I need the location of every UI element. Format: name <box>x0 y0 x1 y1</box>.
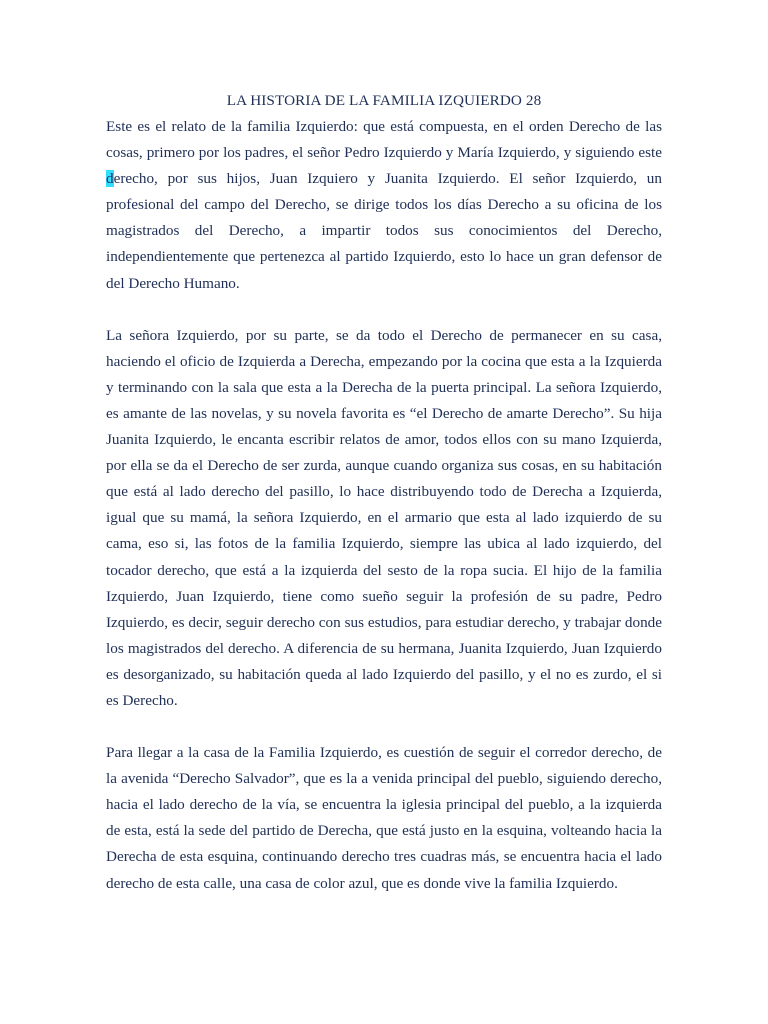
paragraph-1 <box>106 114 662 297</box>
paragraph-1-text-start: Este es el relato de la familia Izquierdo: que está compuesta, en el orden Derecho de las cosas, primero por los padres, el señor Pedro Izquierdo y María Izquierdo, y siguiendo este <box>106 118 662 162</box>
paragraph-3: Para llegar a la casa de la Familia Izquierdo, es cuestión de seguir el corredor derecho, de la avenida “Derecho Salvador”, que es la a venida principal del pueblo, siguiendo derecho, hacia el lado derecho de la vía, se encuentra la iglesia principal del pueblo, a la izquierda de esta, está la sede del partido de Derecha, que está justo en la esquina, volteando hacia la Derecha de esta esquina, continuando derecho tres cuadras más, se encuentra hacia el lado derecho de esta calle, una casa de color azul, que es donde vive la familia Izquierdo. <box>106 744 662 892</box>
document-title: LA HISTORIA DE LA FAMILIA IZQUIERDO 28 <box>226 92 542 109</box>
paragraph-2: La señora Izquierdo, por su parte, se da todo el Derecho de permanecer en su casa, haciendo el oficio de Izquierda a Derecha, empezando por la cocina que esta a la Izquierda y terminando con la sala que esta a la Derecha de la puerta principal. La señora Izquierdo, es amante de las novelas, y su novela favorita es “el Derecho de amarte Derecho”. Su hija Juanita Izquierdo, le encanta escribir relatos de amor, todos ellos con su mano Izquierda, por ella se da el Derecho de ser zurda, aunque cuando organiza sus cosas, en su habitación que está al lado derecho del pasillo, lo hace distribuyendo todo de Derecha a Izquierda, igual que su mamá, la señora Izquierdo, en el armario que esta al lado izquierdo de su cama, eso si, las fotos de la familia Izquierdo, siempre las ubica al lado izquierdo, del tocador derecho, que está a la izquierda del sesto de la ropa sucia. El hijo de la familia Izquierdo, Juan Izquierdo, tiene como sueño seguir la profesión de su padre, Pedro Izquierdo, es decir, seguir derecho con sus estudios, para estudiar derecho, y trabajar donde los magistrados del derecho. A diferencia de su hermana, Juanita Izquierdo, Juan Izquierdo es desorganizado, su habitación queda al lado Izquierdo del pasillo, y el no es zurdo, el si es Derecho. <box>106 326 662 709</box>
paragraph-1-text-end: erecho, por sus hijos, Juan Izquiero y Juanita Izquierdo. El señor Izquierdo, un profesional del campo del Derecho, se dirige todos los días Derecho a su oficina de los magistrados del Derecho, a impartir todos sus conocimientos del Derecho, independientemente que pertenezca al partido Izquierdo, esto lo hace un gran defensor de del Derecho Humano. <box>106 170 662 292</box>
text-selection-highlight[interactable]: d <box>106 170 114 188</box>
